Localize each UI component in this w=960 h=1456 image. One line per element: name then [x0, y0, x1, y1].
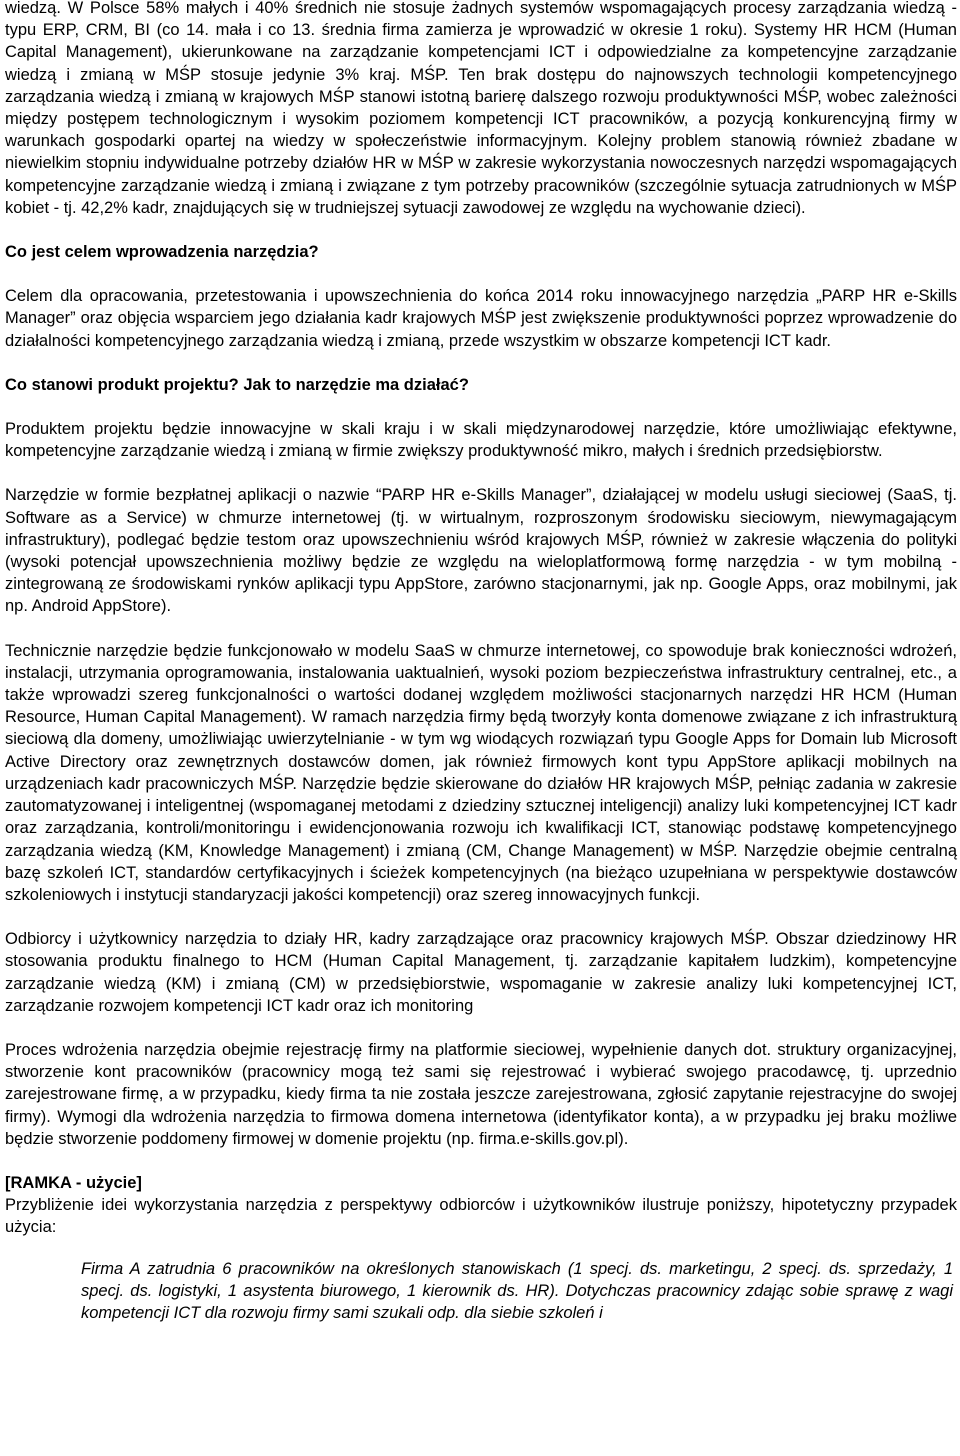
spacer — [5, 263, 957, 285]
spacer — [5, 219, 957, 241]
spacer — [5, 618, 957, 640]
spacer — [5, 396, 957, 418]
spacer — [5, 462, 957, 484]
heading-product: Co stanowi produkt projektu? Jak to narzędzie ma działać? — [5, 375, 469, 394]
paragraph-frame-case: Firma A zatrudnia 6 pracowników na określonych stanowiskach (1 specj. ds. marketingu, 2 specj. ds. sprzedaży, 1 specj. ds. logistyki, 1 asystenta biurowego, 1 kierownik ds. HR). Dotychczas pracownicy zdając sobie sprawę z wagi kompetencji ICT dla rozwoju firmy sami szukali odp. dla siebie szkoleń i — [81, 1259, 953, 1322]
paragraph-process: Proces wdrożenia narzędzia obejmie rejestrację firmy na platformie sieciowej, wypełnienie danych dot. struktury organizacyjnej, stworzenie kont pracowników (pracownicy mogą też sami się rejestrować i wybierać swojego pracodawcę, tj. uprzednio zarejestrowane firmę, a w przypadku, kiedy firma ta nie została jeszcze zarejestrowana, zgłosić zapytanie rejestracyjne do swojej firmy). Wymogi dla wdrożenia narzędzia to firmowa domena internetowa (identyfikator konta), a w przypadku jej braku możliwe będzie stworzenie poddomeny firmowej w domenie projektu (np. firma.e-skills.gov.pl). — [5, 1040, 957, 1148]
paragraph-recipients: Odbiorcy i użytkownicy narzędzia to działy HR, kadry zarządzające oraz pracownicy krajowych MŚP. Obszar dziedzinowy HR stosowania produktu finalnego to HCM (Human Capital Management, tj. zarządzanie kapitałem ludzkim), kompetencyjne zarządzanie wiedzą (KM) i zmianą (CM) w przedsiębiorstwie, wspomaganie w zakresie analizy luki kompetencyjnej ICT, zarządzanie rozwojem kompetencji ICT kadr oraz ich monitoring — [5, 930, 957, 1015]
spacer — [5, 906, 957, 928]
heading-frame: [RAMKA - użycie] — [5, 1173, 142, 1192]
spacer — [5, 352, 957, 374]
paragraph-goal: Celem dla opracowania, przetestowania i upowszechnienia do końca 2014 roku innowacyjnego narzędzia „PARP HR e-Skills Manager” oraz objęcia wsparciem jego działania kadr krajowych MŚP jest zwiększenie produktywności poprzez wprowadzenie do działalności kompetencyjnego zarządzania wiedzą i zmianą, przede wszystkim w obszarze kompetencji ICT kadr. — [5, 287, 957, 350]
spacer — [5, 1017, 957, 1039]
paragraph-technical: Technicznie narzędzie będzie funkcjonowało w modelu SaaS w chmurze internetowej, co spowoduje brak konieczności wdrożeń, instalacji, utrzymania oprogramowania, instalowania uaktualnień, wysoki poziom bezpieczeństwa infrastruktury centralnej, etc., a także wprowadzi szereg funkcjonalności o wartości dodanej względem możliwości stacjonarnych narzędzi HR HCM (Human Resource, Human Capital Management). W ramach narzędzia firmy będą tworzyły konta domenowe związane z ich infrastrukturą sieciową dla domeny, umożliwiając uwierzytelnianie - w tym wg wiodących rozwiązań typu Google Apps for Domain lub Microsoft Active Directory oraz zewnętrznych dostawców domen, jak również firmowych kont typu AppStore aplikacji mobilnych na urządzeniach kadr pracowniczych MŚP. Narzędzie będzie skierowane do działów HR krajowych MŚP, pełniąc zadania w zakresie zautomatyzowanej i inteligentnej (wspomaganej metodami z dziedziny sztucznej inteligencji) analizy luki kompetencyjnej ICT kadr oraz zarządzania, kontroli/monitoringu i ewidencjonowania rozwoju ich kwalifikacji ICT, stanowiąc podstawę kompetencyjnego zarządzania wiedzą (KM, Knowledge Management) i zmianą (CM, Change Management) w MŚP. Narzędzie obejmie centralną bazę szkoleń ICT, standardów certyfikacyjnych i ścieżek kompetencyjnych (na bieżąco uzupełniana w perspektywie dostawców szkoleniowych i instytucji standaryzacji jakości kompetencji) oraz szereg innowacyjnych funkcji. — [5, 641, 957, 904]
paragraph-frame-intro: Przybliżenie idei wykorzystania narzędzia z perspektywy odbiorców i użytkowników ilustruje poniższy, hipotetyczny przypadek użycia: — [5, 1196, 957, 1237]
paragraph-intro: wiedzą. W Polsce 58% małych i 40% średnich nie stosuje żadnych systemów wspomagających procesy zarządzania wiedzą - typu ERP, CRM, BI (co 14. mała i co 13. średnia firma zamierza je wprowadzić w okresie 1 roku). Systemy HR HCM (Human Capital Management), ukierunkowane na zarządzanie kompetencjami ICT i odpowiedzialne za kompetencyjne zarządzanie wiedzą i zmianą w MŚP stosuje jedynie 3% kraj. MŚP. Ten brak dostępu do najnowszych technologii kompetencyjnego zarządzania wiedzą i zmianą w krajowych MŚP stanowi istotną barierę dalszego rozwoju produktywności MŚP, wobec zależności między postępem technologicznym i wysokim poziomem kompetencji ICT pracowników, a pozycją konkurencyjną firmy w warunkach gospodarki opartej na wiedzy w społeczeństwie informacyjnym. Kolejny problem stanowią również zbadane w niewielkim stopniu indywidualne potrzeby działów HR w MŚP w zakresie wykorzystania nowoczesnych narzędzi wspomagających kompetencyjne zarządzanie wiedzą i zmianą i związane z tym potrzeby pracowników (szczególnie sytuacja zatrudnionych w MŚP kobiet - tj. 42,2% kadr, znajdujących się w trudniejszej sytuacji zawodowej ze względu na wychowanie dzieci). — [5, 0, 957, 217]
paragraph-product: Produktem projektu będzie innowacyjne w skali kraju i w skali międzynarodowej narzędzie, które umożliwiając efektywne, kompetencyjne zarządzanie wiedzą i zmianą w firmie zwiększy produktywność mikro, małych i średnich przedsiębiorstw. — [5, 420, 957, 461]
heading-goal: Co jest celem wprowadzenia narzędzia? — [5, 243, 319, 262]
document-page — [5, 0, 957, 1324]
spacer — [5, 1239, 957, 1258]
paragraph-tool: Narzędzie w formie bezpłatnej aplikacji o nazwie “PARP HR e-Skills Manager”, działającej w modelu usługi sieciowej (SaaS, tj. Software as a Service) w chmurze internetowej (tj. w wirtualnym, rozproszonym środowisku sieciowym, niewymagającym infrastruktury), podlegać będzie testom oraz upowszechnieniu wśród krajowych MŚP, również w zakresie włączenia do polityki (wysoki potencjał upowszechnienia możliwy będzie ze względu na wieloplatformową formę narzędzia - w tym mobilną - zintegrowaną ze środowiskami rynków aplikacji typu AppStore, zarówno stacjonarnymi, jak np. Google Apps, oraz mobilnymi, jak np. Android AppStore). — [5, 486, 957, 616]
spacer — [5, 1150, 957, 1172]
